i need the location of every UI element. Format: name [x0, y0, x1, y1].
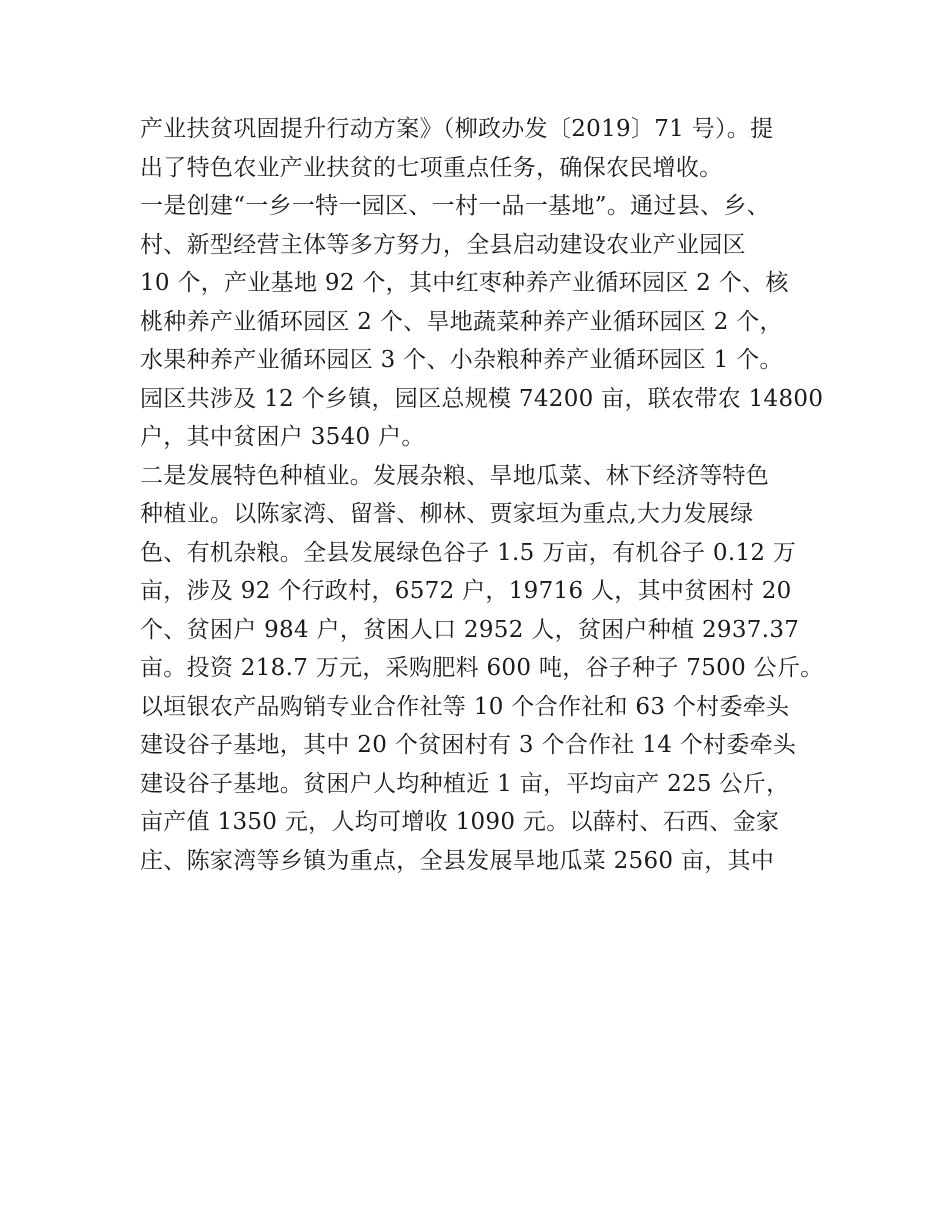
text-line: 种植业。以陈家湾、留誉、柳林、贾家垣为重点,大力发展绿	[140, 501, 754, 527]
text-line: 园区共涉及 12 个乡镇，园区总规模 74200 亩，联农带农 14800	[140, 385, 824, 412]
text-line: 一是创建“一乡一特一园区、一村一品一基地”。通过县、乡、	[140, 193, 770, 219]
text-line: 个、贫困户 984 户，贫困人口 2952 人，贫困户种植 2937.37	[140, 616, 800, 643]
text-line: 二是发展特色种植业。发展杂粮、旱地瓜菜、林下经济等特色	[140, 462, 770, 489]
text-line: 建设谷子基地，其中 20 个贫困村有 3 个合作社 14 个村委牵头	[140, 732, 797, 758]
text-line: 户，其中贫困户 3540 户。	[140, 424, 425, 450]
text-line: 亩产值 1350 元，人均可增收 1090 元。以薛村、石西、金家	[140, 809, 780, 835]
text-line: 村、新型经营主体等多方努力，全县启动建设农业产业园区	[140, 231, 746, 258]
body-text	[140, 110, 824, 880]
text-line: 水果种养产业循环园区 3 个、小杂粮种养产业循环园区 1 个。	[140, 347, 783, 373]
text-line: 出了特色农业产业扶贫的七项重点任务，确保农民增收。	[140, 154, 723, 181]
text-line: 以垣银农产品购销专业合作社等 10 个合作社和 63 个村委牵头	[140, 693, 790, 720]
text-line: 色、有机杂粮。全县发展绿色谷子 1.5 万亩，有机谷子 0.12 万	[140, 539, 797, 566]
text-line: 亩，涉及 92 个行政村，6572 户，19716 人，其中贫困村 20	[140, 578, 792, 604]
text-line: 桃种养产业循环园区 2 个、旱地蔬菜种养产业循环园区 2 个，	[140, 308, 783, 335]
text-line: 10 个，产业基地 92 个，其中红枣种养产业循环园区 2 个、核	[140, 270, 789, 296]
text-line: 产业扶贫巩固提升行动方案》（柳政办发〔2019〕71 号）。提	[140, 116, 774, 142]
text-line: 亩。投资 218.7 万元，采购肥料 600 吨，谷子种子 7500 公斤。	[140, 655, 824, 681]
text-line: 建设谷子基地。贫困户人均种植近 1 亩，平均亩产 225 公斤，	[140, 770, 790, 797]
text-line: 庄、陈家湾等乡镇为重点，全县发展旱地瓜菜 2560 亩，其中	[140, 847, 775, 874]
